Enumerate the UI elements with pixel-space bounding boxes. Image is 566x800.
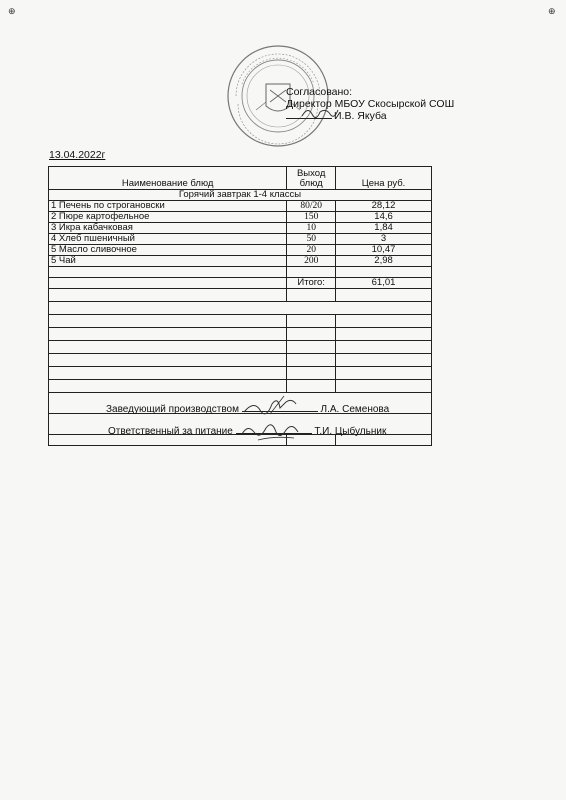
dish-output: 20	[287, 245, 336, 256]
empty-row	[49, 315, 432, 328]
table-row	[49, 212, 432, 223]
manager-signature-icon	[240, 394, 300, 418]
empty-row	[49, 367, 432, 380]
dish-name: 1 Печень по строгановски	[49, 201, 287, 212]
total-row	[49, 278, 432, 289]
empty-row	[49, 341, 432, 354]
dish-output: 80/20	[287, 201, 336, 212]
corner-mark-icon: ⊕	[8, 6, 16, 16]
dish-name: 5 Чай	[49, 256, 287, 267]
dish-price: 28,12	[336, 201, 432, 212]
dish-name: 5 Масло сливочное	[49, 245, 287, 256]
dish-output: 200	[287, 256, 336, 267]
empty-row	[49, 289, 432, 302]
corner-mark-icon: ⊕	[548, 6, 556, 16]
empty-row	[49, 302, 432, 315]
approval-block	[286, 86, 454, 122]
table-header-row	[49, 167, 432, 190]
empty-row	[49, 354, 432, 367]
approval-signature-line	[286, 118, 332, 119]
manager-name: Л.А. Семенова	[320, 404, 390, 415]
dish-price: 14,6	[336, 212, 432, 223]
dish-output: 150	[287, 212, 336, 223]
approval-title: Согласовано:	[286, 86, 353, 98]
approval-director-name: И.В. Якуба	[334, 110, 387, 122]
responsible-signature-icon	[238, 418, 302, 444]
total-value: 61,01	[336, 278, 432, 289]
table-row	[49, 223, 432, 234]
manager-title: Заведующий производством	[106, 404, 239, 415]
approval-director: Директор МБОУ Скосырской СОШ	[286, 98, 455, 110]
section-title: Горячий завтрак 1-4 классы	[49, 190, 432, 201]
empty-row	[49, 267, 432, 278]
dish-price: 3	[336, 234, 432, 245]
header-dish-name: Наименование блюд	[49, 167, 287, 190]
dish-price: 10,47	[336, 245, 432, 256]
header-output: Выход блюд	[287, 167, 336, 190]
empty-row	[49, 328, 432, 341]
total-label: Итого:	[287, 278, 336, 289]
table-row	[49, 201, 432, 212]
dish-price: 2,98	[336, 256, 432, 267]
dish-price: 1,84	[336, 223, 432, 234]
dish-name: 2 Пюре картофельное	[49, 212, 287, 223]
responsible-title: Ответственный за питание	[108, 426, 233, 437]
dish-name: 3 Икра кабачковая	[49, 223, 287, 234]
document-date: 13.04.2022г	[49, 149, 106, 161]
table-row	[49, 234, 432, 245]
responsible-name: Т.И. Цыбульник	[314, 426, 387, 437]
empty-row	[49, 380, 432, 393]
dish-output: 10	[287, 223, 336, 234]
table-row	[49, 245, 432, 256]
header-price: Цена руб.	[336, 167, 432, 190]
dish-output: 50	[287, 234, 336, 245]
dish-name: 4 Хлеб пшеничный	[49, 234, 287, 245]
table-row	[49, 256, 432, 267]
section-row	[49, 190, 432, 201]
